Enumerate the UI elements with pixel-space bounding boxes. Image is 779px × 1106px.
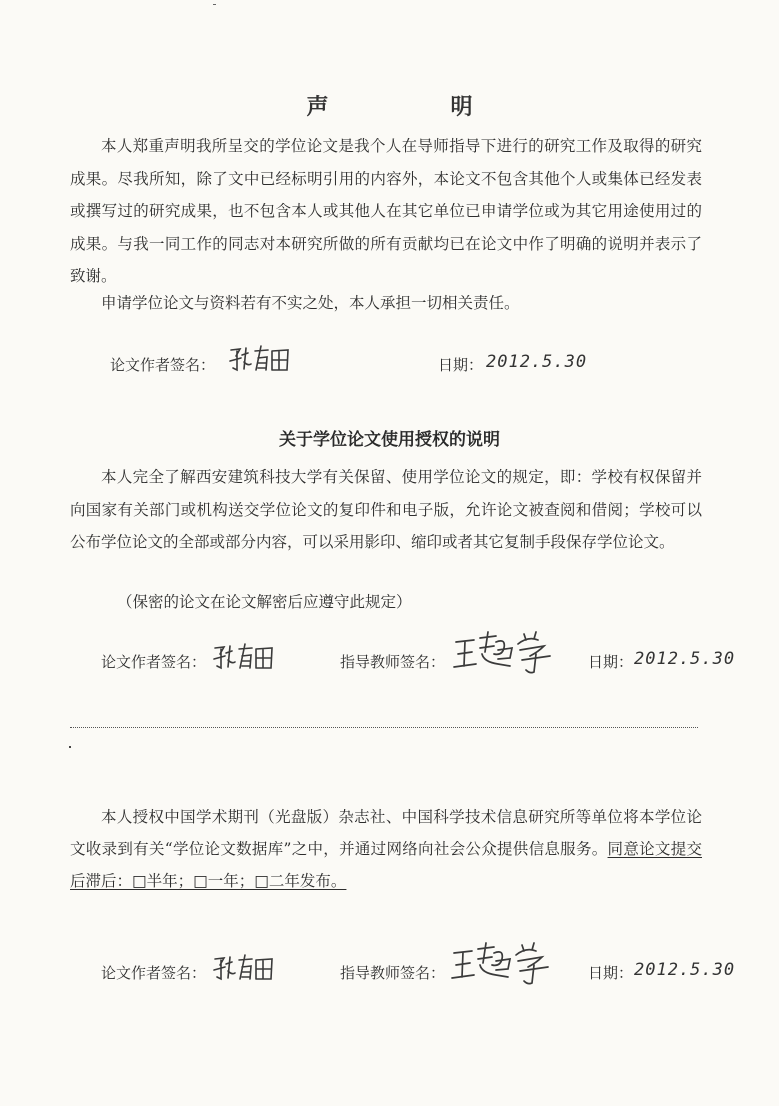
- declaration-date-label: 日期：: [438, 356, 484, 374]
- release-delay-options: 同意论文提交后滞后：□半年；□一年；□二年发布。: [70, 840, 702, 890]
- library-date-value: 2012.5.30: [634, 960, 736, 980]
- authorization-date-label: 日期：: [588, 653, 634, 671]
- declaration-author-signature: [228, 342, 294, 376]
- authorization-date-value: 2012.5.30: [634, 649, 736, 669]
- authorization-heading: 关于学位论文使用授权的说明: [279, 430, 500, 450]
- library-date-label: 日期：: [588, 964, 634, 982]
- library-author-label: 论文作者签名：: [101, 964, 207, 982]
- authorization-author-label: 论文作者签名：: [101, 653, 207, 671]
- scan-speck: [213, 4, 216, 5]
- declaration-responsibility: 申请学位论文与资料若有不实之处，本人承担一切相关责任。: [101, 294, 520, 312]
- authorization-advisor-signature: [452, 628, 556, 676]
- cut-line: [70, 727, 698, 728]
- library-author-signature: [212, 951, 278, 985]
- declaration-body: 本人郑重声明我所呈交的学位论文是我个人在导师指导下进行的研究工作及取得的研究成果。尽我所知，除了文中已经标明引用的内容外，本论文不包含其他个人或集体已经发表或撰写过的研究成果，也不包含本人或其他人在其它单位已申请学位或为其它用途使用过的成果。与我一同工作的同志对本研究所做的所有贡献均已在论文中作了明确的说明并表示了致谢。: [70, 137, 702, 285]
- library-authorization-body: [70, 801, 702, 897]
- library-advisor-signature: [450, 938, 554, 988]
- stray-dot: [69, 746, 71, 748]
- declaration-date-value: 2012.5.30: [486, 352, 588, 372]
- declaration-title: 声 明: [306, 95, 523, 120]
- authorization-author-signature: [212, 640, 278, 674]
- authorization-body: 本人完全了解西安建筑科技大学有关保留、使用学位论文的规定，即：学校有权保留并向国家有关部门或机构送交学位论文的复印件和电子版，允许论文被查阅和借阅；学校可以公布学位论文的全部或部分内容，可以采用影印、缩印或者其它复制手段保存学位论文。: [70, 468, 702, 551]
- authorization-advisor-label: 指导教师签名：: [340, 653, 446, 671]
- authorization-note: （保密的论文在论文解密后应遵守此规定）: [117, 593, 412, 611]
- library-authorization-text: 本人授权中国学术期刊（光盘版）杂志社、中国科学技术信息研究所等单位将本学位论文收录到有关“学位论文数据库”之中，并通过网络向社会公众提供信息服务。: [70, 808, 702, 858]
- declaration-author-label: 论文作者签名：: [110, 356, 216, 374]
- library-advisor-label: 指导教师签名：: [340, 964, 446, 982]
